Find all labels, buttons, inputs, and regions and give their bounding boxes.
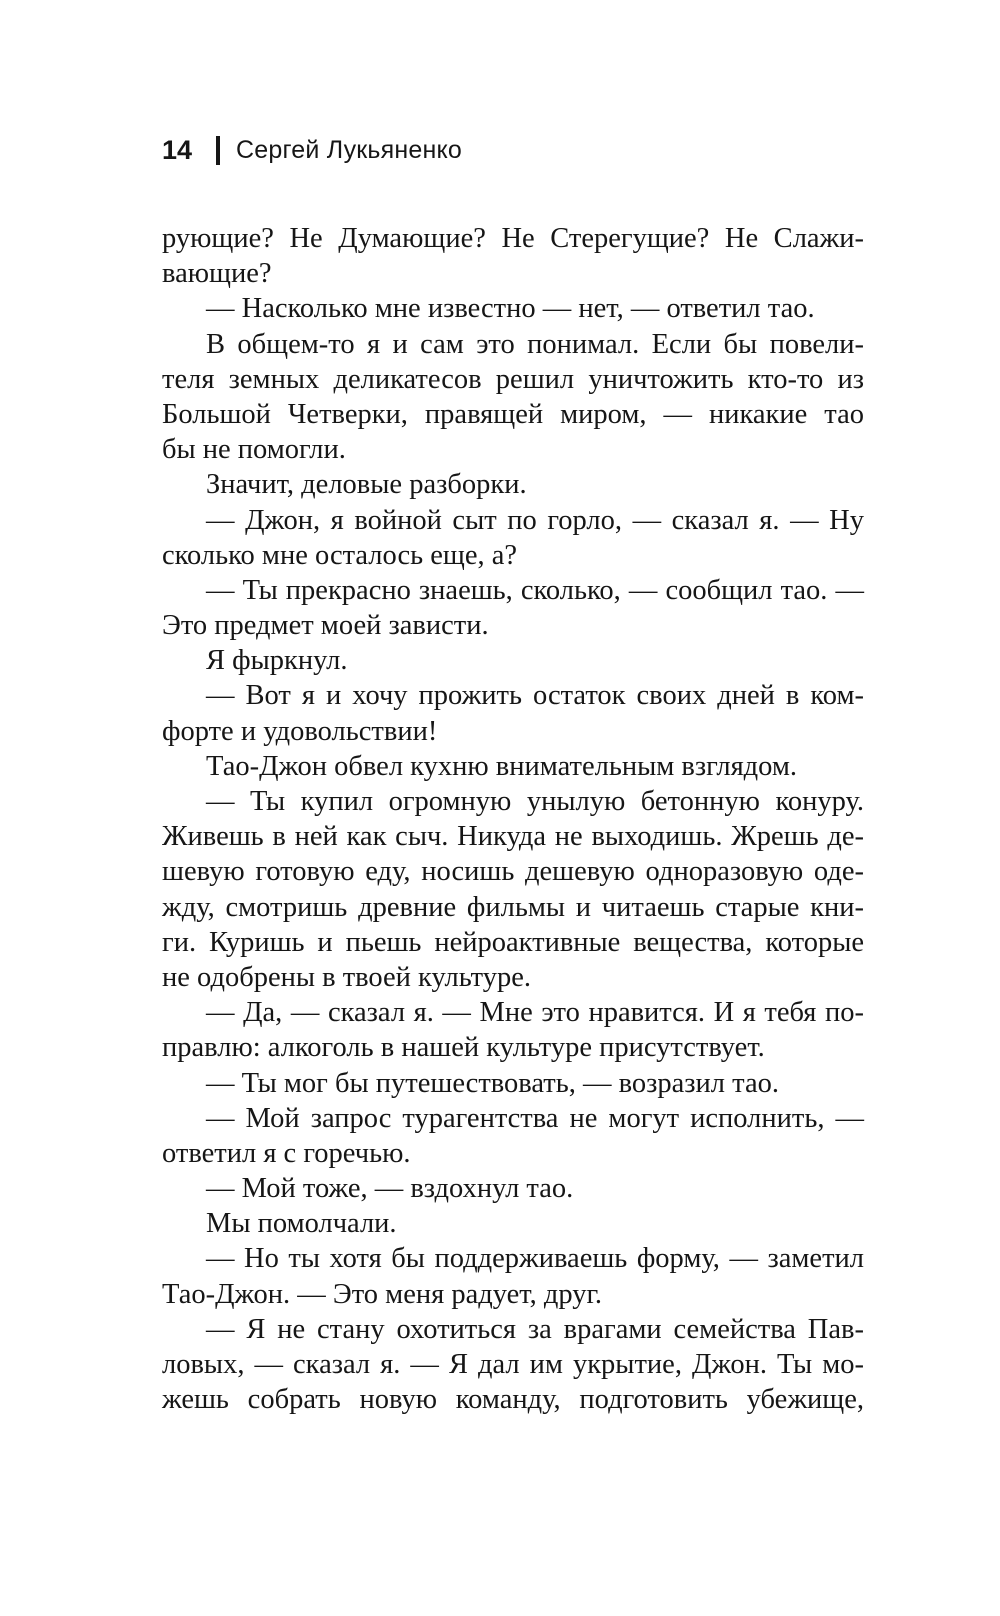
text-line: ги. Куришь и пьешь нейроактивные вещества, которые xyxy=(162,926,864,958)
text-line: — Я не стану охотиться за врагами семейства Пав- xyxy=(206,1313,864,1345)
text-line: — Ты купил огромную унылую бетонную конуру. xyxy=(206,786,864,817)
text-line: — Но ты хотя бы поддерживаешь форму, — заметил xyxy=(206,1243,864,1275)
text-line: — Насколько мне известно — нет, — ответил тао. xyxy=(206,293,815,325)
text-line: Значит, деловые разборки. xyxy=(206,469,527,501)
text-line: вающие? xyxy=(162,258,272,290)
text-line: — Мой запрос турагентства не могут исполнить, — xyxy=(206,1102,864,1134)
text-line: — Вот я и хочу прожить остаток своих дней в ком- xyxy=(206,680,864,712)
text-line: Это предмет моей зависти. xyxy=(162,610,489,642)
running-head-author: Сергей Лукьяненко xyxy=(236,135,463,164)
text-line: жду, смотришь древние фильмы и читаешь старые кни- xyxy=(162,891,864,923)
text-line: сколько мне осталось еще, а? xyxy=(162,539,518,571)
text-line: — Джон, я войной сыт по горло, — сказал я. — Ну xyxy=(206,504,864,536)
text-line: жешь собрать новую команду, подготовить убежище, xyxy=(162,1384,864,1416)
text-line: — Ты прекрасно знаешь, сколько, — сообщил тао. — xyxy=(206,574,864,606)
text-line: — Мой тоже, — вздохнул тао. xyxy=(206,1173,574,1205)
text-line: правлю: алкоголь в нашей культуре присутствует. xyxy=(162,1032,765,1064)
text-line: В общем-то я и сам это понимал. Если бы повели- xyxy=(206,328,864,360)
text-line: Тао-Джон обвел кухню внимательным взглядом. xyxy=(206,750,798,782)
text-line: рующие? Не Думающие? Не Стерегущие? Не Слажи- xyxy=(162,223,864,254)
page-header xyxy=(162,130,462,170)
text-line: — Да, — сказал я. — Мне это нравится. И я тебя по- xyxy=(206,997,864,1029)
text-line: Большой Четверки, правящей миром, — никакие тао xyxy=(162,398,864,430)
text-line: Мы помолчали. xyxy=(206,1208,397,1240)
text-line: теля земных деликатесов решил уничтожить кто-то из xyxy=(162,363,864,395)
header-divider xyxy=(216,136,220,165)
text-line: Тао-Джон. — Это меня радует, друг. xyxy=(162,1278,603,1310)
body-text xyxy=(162,221,864,1417)
text-line: Я фыркнул. xyxy=(206,645,348,677)
page-number: 14 xyxy=(162,134,193,165)
text-line: — Ты мог бы путешествовать, — возразил тао. xyxy=(206,1067,779,1099)
text-line: ловых, — сказал я. — Я дал им укрытие, Джон. Ты мо- xyxy=(162,1349,864,1380)
text-line: бы не помогли. xyxy=(162,434,346,466)
text-line: ответил я с горечью. xyxy=(162,1137,411,1169)
text-line: форте и удовольствии! xyxy=(162,715,438,747)
text-line: шевую готовую еду, носишь дешевую одноразовую оде- xyxy=(162,856,864,888)
text-line: не одобрены в твоей культуре. xyxy=(162,961,531,993)
text-line: Живешь в ней как сыч. Никуда не выходишь. Жрешь де- xyxy=(162,821,864,853)
